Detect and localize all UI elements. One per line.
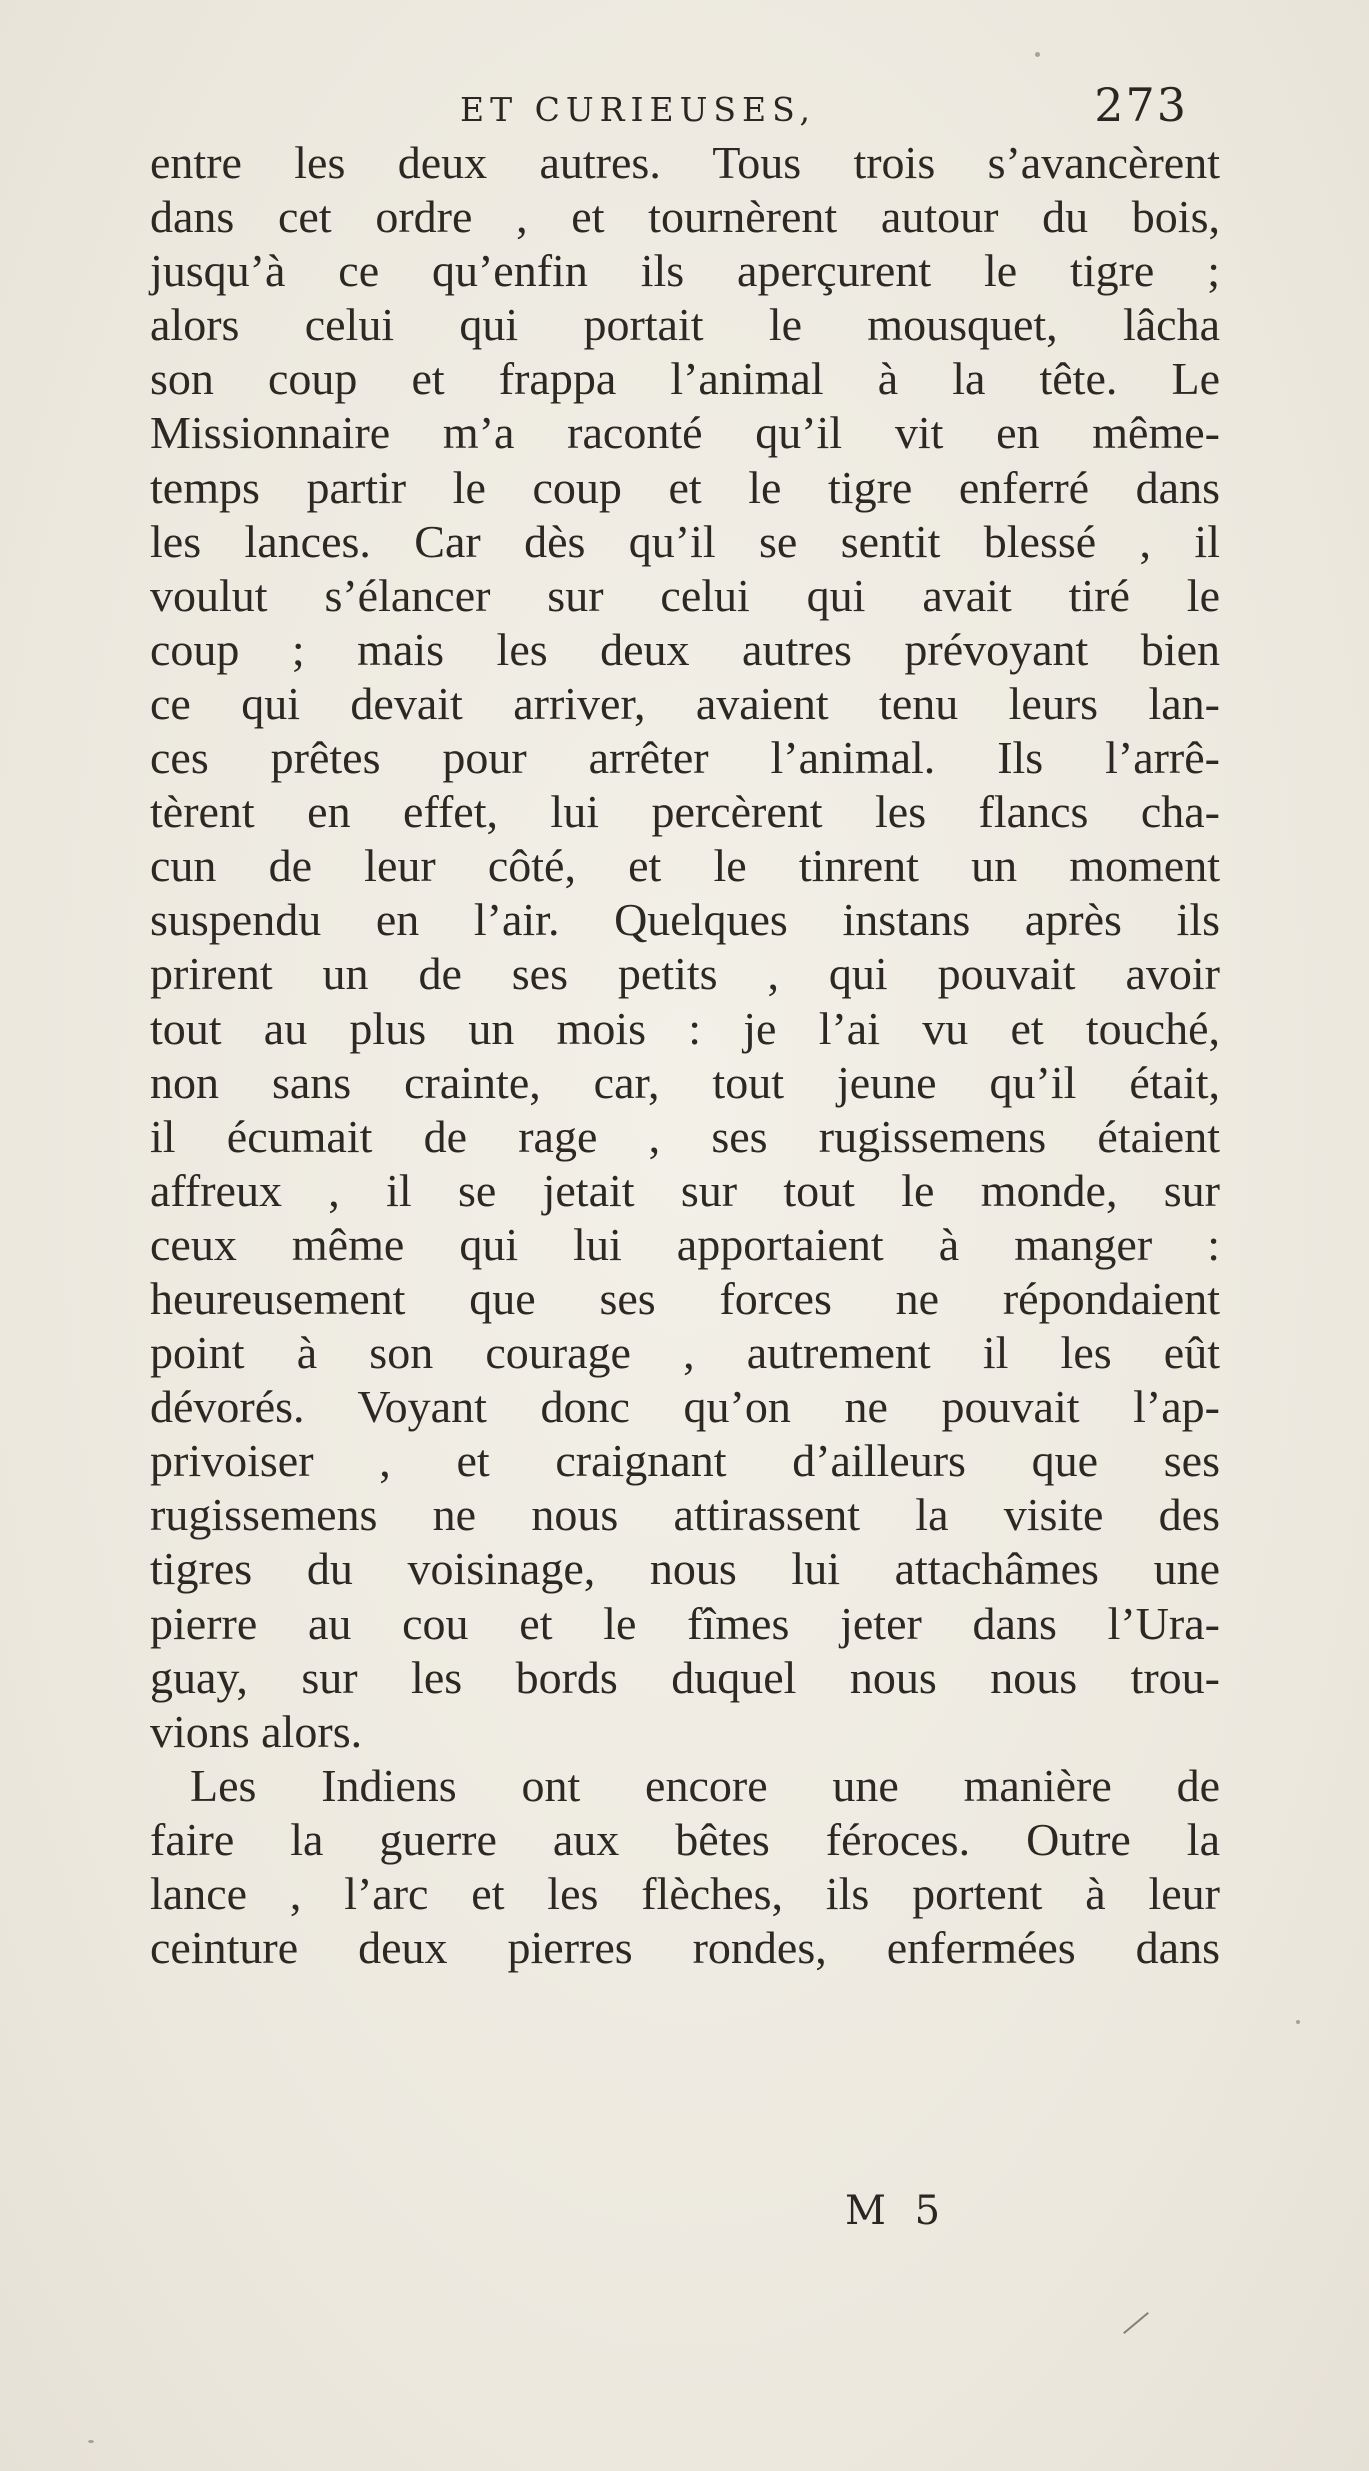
text-line: privoiser , et craignant d’ailleurs que ses — [150, 1435, 1220, 1487]
text-line: Missionnaire m’a raconté qu’il vit en même- — [150, 407, 1220, 459]
text-line: heureusement que ses forces ne répondaient — [150, 1272, 1220, 1324]
body-text — [150, 136, 1220, 1975]
text-line: jusqu’à ce qu’enfin ils aperçurent le tigre ; — [150, 245, 1220, 297]
text-line: temps partir le coup et le tigre enferré dans — [150, 461, 1220, 513]
text-line: son coup et frappa l’animal à la tête. Le — [150, 353, 1220, 405]
text-line: faire la guerre aux bêtes féroces. Outre la — [150, 1813, 1220, 1865]
paper-speck — [88, 2440, 94, 2443]
text-line: entre les deux autres. Tous trois s’avancèrent — [150, 137, 1220, 188]
paper-speck — [1296, 2020, 1300, 2024]
text-line: tigres du voisinage, nous lui attachâmes une — [150, 1543, 1220, 1595]
text-line: coup ; mais les deux autres prévoyant bien — [150, 623, 1220, 675]
text-line: lance , l’arc et les flèches, ils portent à leur — [150, 1868, 1220, 1919]
text-line: tout au plus un mois : je l’ai vu et touché, — [150, 1002, 1220, 1054]
text-line: dans cet ordre , et tournèrent autour du bois, — [150, 191, 1220, 243]
text-line: tèrent en effet, lui percèrent les flancs cha- — [150, 786, 1220, 838]
text-line: dévorés. Voyant donc qu’on ne pouvait l’ap- — [150, 1381, 1220, 1433]
ink-mark — [1123, 2312, 1149, 2334]
text-line: voulut s’élancer sur celui qui avait tiré le — [150, 569, 1220, 621]
text-line: Les Indiens ont encore une manière de — [190, 1759, 1220, 1811]
text-line: il écumait de rage , ses rugissemens étaient — [150, 1110, 1220, 1162]
text-line: vions alors. — [150, 1705, 363, 1757]
text-line: ce qui devait arriver, avaient tenu leurs lan- — [150, 677, 1220, 729]
text-line: ceinture deux pierres rondes, enfermées dans — [150, 1922, 1220, 1974]
paper-speck — [1035, 52, 1040, 57]
text-line: prirent un de ses petits , qui pouvait avoir — [150, 948, 1220, 1000]
signature-mark: M 5 — [845, 2188, 949, 2234]
text-line: non sans crainte, car, tout jeune qu’il était, — [150, 1056, 1220, 1108]
text-line: les lances. Car dès qu’il se sentit blessé , il — [150, 515, 1220, 567]
text-line: rugissemens ne nous attirassent la visite des — [150, 1489, 1220, 1541]
page-header — [150, 78, 1220, 144]
text-line: ces prêtes pour arrêter l’animal. Ils l’arrê- — [150, 732, 1220, 784]
text-line: alors celui qui portait le mousquet, lâcha — [150, 299, 1220, 351]
text-line: suspendu en l’air. Quelques instans après ils — [150, 894, 1220, 946]
running-title: ET CURIEUSES, — [460, 90, 817, 129]
text-line: pierre au cou et le fîmes jeter dans l’Ura- — [150, 1597, 1220, 1649]
text-line: affreux , il se jetait sur tout le monde, sur — [150, 1164, 1220, 1216]
text-line: point à son courage , autrement il les eût — [150, 1327, 1220, 1379]
text-line: ceux même qui lui apportaient à manger : — [150, 1218, 1220, 1270]
page-number: 273 — [1094, 78, 1188, 132]
text-line: cun de leur côté, et le tinrent un moment — [150, 840, 1220, 892]
text-line: guay, sur les bords duquel nous nous trou- — [150, 1651, 1220, 1703]
